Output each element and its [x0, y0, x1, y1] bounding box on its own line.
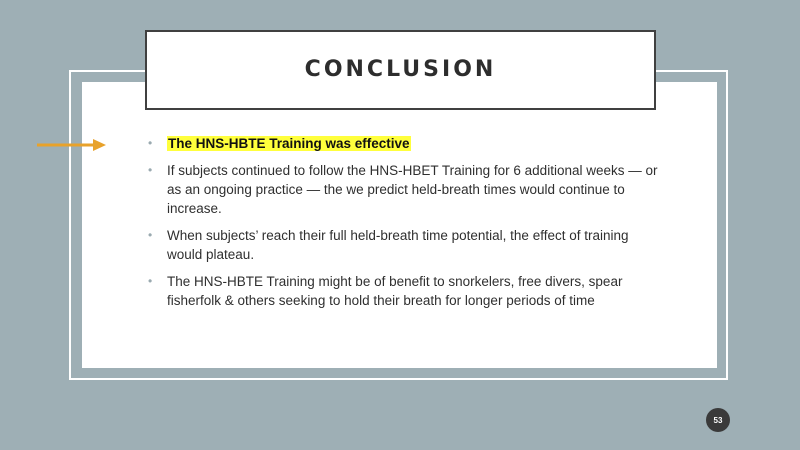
bullet-dot: •: [148, 274, 153, 288]
highlighted-bullet-text: The HNS-HBTE Training was effective: [168, 136, 410, 151]
bullet-item: [148, 272, 658, 310]
bullet-dot: •: [148, 136, 153, 150]
bullet-dot: •: [148, 163, 153, 177]
bullet-item: [148, 161, 658, 218]
bullet-text: The HNS-HBTE Training might be of benefit to snorkelers, free divers, spear fisherfolk & others seeking to hold their breath for longer periods of time: [167, 274, 623, 308]
bullet-text: If subjects continued to follow the HNS-HBET Training for 6 additional weeks — or as an ongoing practice — the we predict held-breath times would continue to increase.: [167, 163, 658, 216]
bullet-dot: •: [148, 228, 153, 242]
bullet-item: [148, 134, 658, 153]
arrow-right-icon: [37, 138, 107, 152]
page-number: 53: [713, 415, 723, 425]
bullet-item: [148, 226, 658, 264]
bullet-list: [148, 134, 658, 318]
bullet-text: When subjects’ reach their full held-breath time potential, the effect of training would plateau.: [167, 228, 629, 262]
slide-title: CONCLUSION: [304, 56, 497, 82]
title-box: [145, 30, 656, 110]
page-number-badge: [706, 408, 730, 432]
